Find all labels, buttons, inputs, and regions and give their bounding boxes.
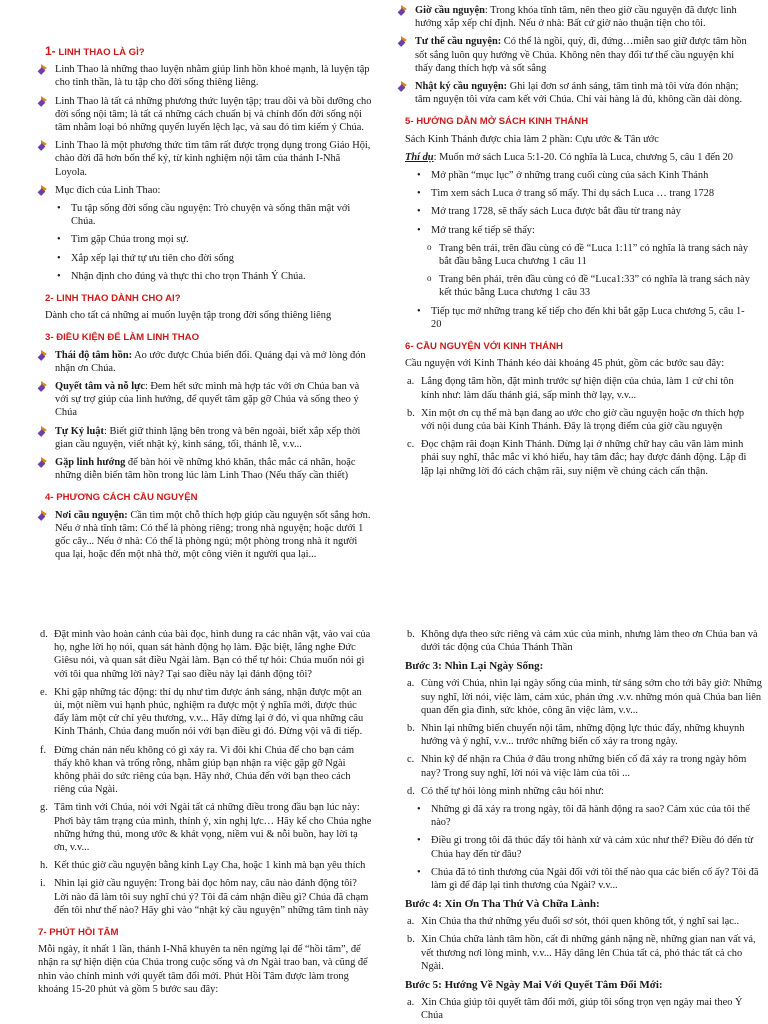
bullet-paragraph <box>405 4 750 30</box>
list-label: i. <box>40 878 46 890</box>
heading-cau-nguyen-kinh-thanh: 6- CẦU NGUYỆN VỚI KINH THÁNH <box>405 341 563 353</box>
paragraph-text: để bàn hỏi về những khó khăn, thắc mắc cá nhân, hoặc những diễn biến tâm hồn trong lúc làm Linh Thao (Nếu thấy cần thiết) <box>55 457 356 482</box>
arrow-bullet-icon <box>39 185 50 196</box>
step-5-list <box>405 996 765 1022</box>
list-label: f. <box>40 744 47 756</box>
list-text: Cùng với Chúa, nhìn lại ngày sống của mình, từ sáng sớm cho tới bây giờ: Những suy nghĩ, lời nói, việc làm, cảm xúc, phản ứng .v.v. những món quà Chúa ban liên quan đến gia đình, sức khỏe, công ăn việc làm, v.v... <box>421 678 762 716</box>
list-text: Có thể tự hỏi lòng mình những câu hỏi như: <box>421 785 604 797</box>
heading-number: 1- <box>45 44 56 58</box>
list-item: o Trang bên trái, trên đầu cùng có đề “Luca 1:11” có nghĩa là trang sách này bắt đầu bằng Luca chương 1 câu 11 <box>405 242 750 268</box>
list-item <box>38 859 373 872</box>
list-text: Nhìn lại giờ cầu nguyện: Trong bài đọc hôm nay, câu nào đánh động tôi? Lời nào đã làm tôi suy nghĩ chú ý? Tôi đã cảm nhận điều gì? Chúa đã chạm đến tôi như thế nào? Hãy ghi vào “nhật ký cầu nguyện” những tâm tình này <box>54 878 369 916</box>
list-item: • Mở trang kế tiếp sẽ thấy: <box>405 224 750 237</box>
list-item: • Xắp xếp lại thứ tự ưu tiên cho đời sống <box>45 252 373 265</box>
bullet-paragraph <box>45 184 373 197</box>
list-item <box>38 744 373 797</box>
heading-huong-dan-mo-sach: 5- HƯỚNG DẪN MỞ SÁCH KINH THÁNH <box>405 116 589 128</box>
arrow-bullet-icon <box>399 81 410 92</box>
bold-term: Quyết tâm và nỗ lực <box>55 381 145 393</box>
step-4-heading: Bước 4: Xin Ơn Tha Thứ Và Chữa Lành: <box>405 898 600 911</box>
list-label: a. <box>407 996 415 1008</box>
list-item <box>405 407 750 433</box>
list-item: • Nhận định cho đúng và thực thi cho trọn Thánh Ý Chúa. <box>45 270 373 283</box>
list-label: e. <box>40 686 48 698</box>
bold-term: Nhật ký cầu nguyện: <box>415 81 508 93</box>
column-left-bottom <box>38 628 373 1001</box>
bible-sub-list <box>405 242 750 300</box>
arrow-bullet-icon <box>39 96 50 107</box>
list-text: Đặt mình vào hoàn cảnh của bài đọc, hình dung ra các nhân vật, vào vai của họ, nghe lời họ nói, quan sát hành động họ làm. Đặc biệt, lắng nghe Đức Giêsu nói, và quan sát điều Ngài làm. Bạn có thể tự hỏi: Chúa muốn nói gì với tôi qua những lời này? Tại sao điều này lại đánh động tôi? <box>54 629 371 680</box>
arrow-bullet-icon <box>39 510 50 521</box>
bullet-paragraph <box>45 63 373 89</box>
bullet-paragraph <box>405 35 750 75</box>
bullet-paragraph <box>405 80 750 106</box>
bible-steps-list <box>405 169 750 237</box>
arrow-bullet-icon <box>399 36 410 47</box>
list-label: b. <box>407 629 415 640</box>
list-text: Nhìn lại những biến chuyển nội tâm, những động lực thúc đẩy, những khuynh hướng và ý nghĩ, v.v... trước những biến cố xảy ra trong ngày. <box>421 722 745 748</box>
paragraph-text: : Muốn mở sách Luca 5:1-20. Có nghĩa là Luca, chương 5, câu 1 đến 20 <box>433 151 733 163</box>
list-item: • Mở phần “mục lục” ở những trang cuối cùng của sách Kinh Thánh <box>405 169 750 182</box>
paragraph-text: Cầu nguyện với Kinh Thánh kéo dài khoảng 45 phút, gồm các bước sau đây: <box>405 358 725 370</box>
example-label: Thí dụ <box>405 151 434 163</box>
list-item: • Điều gì trong tôi đã thúc đẩy tôi hành xử và cảm xúc như thế? Điều đó đến từ Chúa hay đến từ đâu? <box>405 834 765 860</box>
page-bottom <box>0 604 768 1024</box>
arrow-bullet-icon <box>39 350 50 361</box>
bold-term: Nơi cầu nguyện: <box>55 509 128 521</box>
list-item <box>405 722 765 748</box>
heading-linh-thao-danh-cho-ai: 2- LINH THAO DÀNH CHO AI? <box>45 293 181 305</box>
arrow-bullet-icon <box>39 64 50 75</box>
list-text: Đừng chán nản nếu không có gì xảy ra. Vì đôi khi Chúa để cho bạn cảm thấy khô khan và trống rỗng, nhằm giúp bạn nhận ra việc gặp gỡ Ngài không phải do sức riêng của bạn. Hãy nhớ, Chúa đến với bạn theo cách riêng của Ngài. <box>54 744 355 796</box>
arrow-bullet-icon <box>39 457 50 468</box>
bullet-paragraph <box>45 509 373 562</box>
prayer-steps-list-cont <box>38 628 373 917</box>
list-item <box>38 686 373 739</box>
list-label: h. <box>40 860 48 872</box>
paragraph-text: Ao ước được Chúa biến đổi. Quảng đại và mở lòng đón nhận ơn Chúa. <box>55 349 366 374</box>
column-left-top <box>45 44 373 566</box>
paragraph-text: Ghi lại đơn sơ ánh sáng, tâm tình mà tôi vừa đón nhận; tâm nguyện tôi vừa cam kết với Chúa. Chỉ vài hàng là đủ, không cần dài dòng. <box>415 81 743 106</box>
list-item: • Tu tập sống đời sống cầu nguyện: Trò chuyện và sống thân mật với Chúa. <box>45 202 373 228</box>
list-text: Xin Chúa tha thứ những yếu đuối sơ sót, thói quen không tốt, ý nghĩ sai lạc.. <box>421 916 740 928</box>
list-text: Xin một ơn cụ thể mà bạn đang ao ước cho giờ cầu nguyện hoặc ơn thích hợp với nội dung của bài Kinh Thánh. Đây là trọng điểm của giờ cầu nguyện <box>421 407 745 433</box>
paragraph-text: : Đem hết sức mình mà hợp tác với ơn Chúa ban và với sự trợ giúp của linh hướng, để quyết tâm gặp gỡ Chúa và sống theo ý Chúa <box>55 381 360 419</box>
list-text: Lắng đọng tâm hồn, đặt mình trước sự hiện diện của chúa, làm 1 cử chỉ tôn kính như: làm dấu thánh giá, sấp mình thờ lạy, v.v... <box>421 376 734 401</box>
list-item: o Trang bên phải, trên đầu cùng có đề “Luca1:33” có nghĩa là trang sách này kết thúc bằng Luca chương 1 câu 33 <box>405 273 750 299</box>
list-item: • Chúa đã tỏ tình thương của Ngài đối với tôi thế nào qua các biến cố ấy? Tôi đã làm gì để đáp lại tình thương của Ngài? v.v... <box>405 866 765 892</box>
bold-term: Thái độ tâm hồn: <box>55 349 133 361</box>
bold-term: Gặp linh hướng <box>55 457 126 469</box>
bullet-paragraph <box>45 349 373 375</box>
list-item <box>405 628 765 654</box>
list-text: Kết thúc giờ cầu nguyện bằng kinh Lạy Cha, hoặc 1 kinh mà bạn yêu thích <box>54 860 366 872</box>
list-label: b. <box>407 934 415 946</box>
list-label: c. <box>407 439 415 451</box>
list-item <box>405 933 765 973</box>
list-text: Xin Chúa chữa lành tâm hồn, cất đi những gánh nặng nề, những gian nan vất vả, vết thương nơi lòng mình, v.v... Hãy dâng lên Chúa tất cả, phó thác tất cả cho Ngài. <box>421 934 756 972</box>
list-text: Khi gặp những tác động: thí dụ như tìm được ánh sáng, nhận được một an ủi, một niềm vui hạnh phúc, nghiệm ra được một ý nghĩa mới, được thúc đẩy làm một cử chỉ yêu thương, v.v... Hãy dừng lại ở đó, vì qua những câu Kinh Thánh, Chúa đang muốn nói với bạn điều gì đó. Đừng vội vã đi tiếp. <box>54 686 364 738</box>
arrow-bullet-icon <box>399 5 410 16</box>
list-item: • Tiếp tục mở những trang kế tiếp cho đến khi bắt gặp Luca chương 5, câu 1-20 <box>405 305 750 331</box>
list-text: Đọc chậm rãi đoạn Kinh Thánh. Dừng lại ở những chữ hay câu văn làm mình phải suy nghĩ, thắc mắc vì khó hiểu, hay tâm đắc; hay được đánh động. Lặp đi lặp lại những lời đó cách chậm rãi, suy niệm về chúng cách cẩn thận. <box>421 439 747 477</box>
list-item <box>38 877 373 917</box>
list-cont <box>405 628 765 654</box>
purpose-list <box>45 202 373 283</box>
list-item: • Tìm xem sách Luca ở trang số mấy. Thí dụ sách Luca … trang 1728 <box>405 187 750 200</box>
list-item: • Những gì đã xảy ra trong ngày, tôi đã hành động ra sao? Cảm xúc của tôi thế nào? <box>405 803 765 829</box>
list-label: d. <box>40 629 48 640</box>
list-label: a. <box>407 916 415 928</box>
list-text: Nhìn kỹ để nhận ra Chúa ở đâu trong những biến cố đã xảy ra trong ngày hôm nay? Trong suy nghĩ, lời nói và việc làm của tôi ... <box>421 754 747 779</box>
step-3-heading: Bước 3: Nhìn Lại Ngày Sống: <box>405 660 544 673</box>
list-text: Xin Chúa giúp tôi quyết tâm đổi mới, giúp tôi sống trọn vẹn ngày mai theo Ý Chúa <box>421 996 743 1022</box>
bullet-paragraph <box>45 95 373 135</box>
list-item <box>405 785 765 798</box>
paragraph-text: : Biết giữ thinh lặng bên trong và bên ngoài, biết xắp xếp thời gian cầu nguyện, viết nhật ký, kinh sáng, tối, thánh lễ, v.v... <box>55 425 361 450</box>
paragraph-text: Mục đích của Linh Thao: <box>55 184 161 196</box>
list-item <box>405 915 765 928</box>
paragraph-text: Cần tìm một chỗ thích hợp giúp cầu nguyện sốt sắng hơn. Nếu ở nhà tĩnh tâm: Có thể là phòng riêng; trong nhà nguyện; hoặc dưới 1 gốc cây... Nếu ở nhà: Có thể là phòng ngủ; một phòng trong nhà ít người qua lại, hoặc đến một nhà thờ, một công viên ít người qua lại... <box>55 509 371 561</box>
list-label: d. <box>407 785 415 797</box>
step-4-list <box>405 915 765 973</box>
bold-term: Tư thế cầu nguyện: <box>415 36 502 48</box>
bold-term: Giờ cầu nguyện <box>415 5 485 16</box>
step-5-heading: Bước 5: Hướng Về Ngày Mai Với Quyết Tâm Đổi Mới: <box>405 979 663 991</box>
paragraph-text: Có thể là ngồi, quỳ, đi, đứng…miễn sao giữ được tâm hồn sốt sắng luôn quy hướng về Chúa. Không nên thay đổi tư thế cầu nguyện khi thấy đang thích hợp và sốt sắng <box>415 36 747 74</box>
list-item <box>405 438 750 478</box>
column-right-bottom <box>405 628 765 1024</box>
paragraph-text: : Trong khóa tĩnh tâm, nên theo giờ cầu nguyện đã được linh hướng xắp xếp chỉ định. Nếu ở nhà: Bất cứ giờ nào thuận tiện cho tôi. <box>415 5 737 30</box>
list-item <box>405 996 765 1022</box>
bold-term: Tự Kỷ luật <box>55 425 104 437</box>
list-label: c. <box>407 754 415 766</box>
arrow-bullet-icon <box>39 381 50 392</box>
paragraph-text: Dành cho tất cả những ai muốn luyện tập trong đời sống thiêng liêng <box>45 310 332 322</box>
prayer-steps-list <box>405 375 750 477</box>
paragraph-text: Linh Thao là những thao luyện nhằm giúp linh hồn khoẻ mạnh, là luyện tập cho tinh thần, là tu tập cho đời sống thiêng liêng. <box>55 64 370 89</box>
bullet-paragraph <box>45 380 373 420</box>
list-item <box>405 753 765 779</box>
list-label: b. <box>407 722 415 734</box>
list-item: • Tìm gặp Chúa trong mọi sự. <box>45 233 373 246</box>
list-item: • Mở trang 1728, sẽ thấy sách Luca được bắt đầu từ trang này <box>405 205 750 218</box>
paragraph-text: Sách Kinh Thánh được chia làm 2 phần: Cựu ước & Tân ước <box>405 133 659 145</box>
paragraph-text: Linh Thao là tất cả những phương thức luyện tập; trau dồi và bồi dưỡng cho đời sống nội tâm; là tất cả những cách chuẩn bị và chỉnh đốn đời sống nội tâm nhằm loại bỏ những quyến luyến lệch lạc, và sau đó tìm kiếm ý Chúa. <box>55 95 372 134</box>
list-item <box>38 801 373 854</box>
heading-text: LINH THAO LÀ GÌ? <box>55 47 145 58</box>
heading-dieu-kien: 3- ĐIỀU KIỆN ĐỂ LÀM LINH THAO <box>45 332 200 344</box>
list-label: a. <box>407 678 415 690</box>
list-label: b. <box>407 407 415 419</box>
step-3-list <box>405 677 765 798</box>
arrow-bullet-icon <box>39 426 50 437</box>
arrow-bullet-icon <box>39 140 50 151</box>
list-text: Tâm tình với Chúa, nói với Ngài tất cả những điều trong đầu bạn lúc này: Phơi bày tâm trạng của mình, thỉnh ý, xin nghị lực… Hãy kể cho Chúa nghe những hứng thú, mong ước & khát vọng, niềm vui & nỗi buồn, hay lời tạ ơn, v.v... <box>54 802 372 854</box>
list-label: g. <box>40 802 48 814</box>
list-item <box>38 628 373 681</box>
bullet-paragraph <box>45 456 373 482</box>
heading-phut-hoi-tam: 7- PHÚT HỒI TÂM <box>38 927 119 939</box>
question-list <box>405 803 765 892</box>
list-item <box>405 677 765 717</box>
heading-linh-thao-la-gi <box>45 44 373 59</box>
paragraph-text: Mỗi ngày, ít nhất 1 lần, thánh I-Nhã khuyên ta nên ngừng lại để “hồi tâm”, để nhận ra sự hiện diện của Chúa trong cuộc sống và ơn Ngài trao ban, và cũng để nhìn vào chính mình với quyết tâm đổi mới. Phút Hồi Tâm được làm trong khoảng 15-20 phút và gồm 5 bước sau đây: <box>38 944 368 995</box>
list-text: Không dựa theo sức riêng và cảm xúc của mình, nhưng làm theo ơn Chúa ban và dưới tác động của Chúa Thánh Thần <box>421 629 758 654</box>
paragraph-text: Linh Thao là một phương thức tìm tâm rất được trọng dụng trong Giáo Hội, chào đời đã hơn bốn thế kỷ, từ kinh nghiệm nội tâm của thánh I-Nhã Loyola. <box>55 140 371 178</box>
example-paragraph <box>405 151 750 164</box>
bible-steps-list-end <box>405 305 750 331</box>
bullet-paragraph <box>45 425 373 451</box>
heading-phuong-cach-cau-nguyen: 4- PHƯƠNG CÁCH CẦU NGUYỆN <box>45 492 198 504</box>
list-item <box>405 375 750 401</box>
column-right-top <box>405 4 750 483</box>
list-label: a. <box>407 376 415 388</box>
bullet-paragraph <box>45 139 373 179</box>
